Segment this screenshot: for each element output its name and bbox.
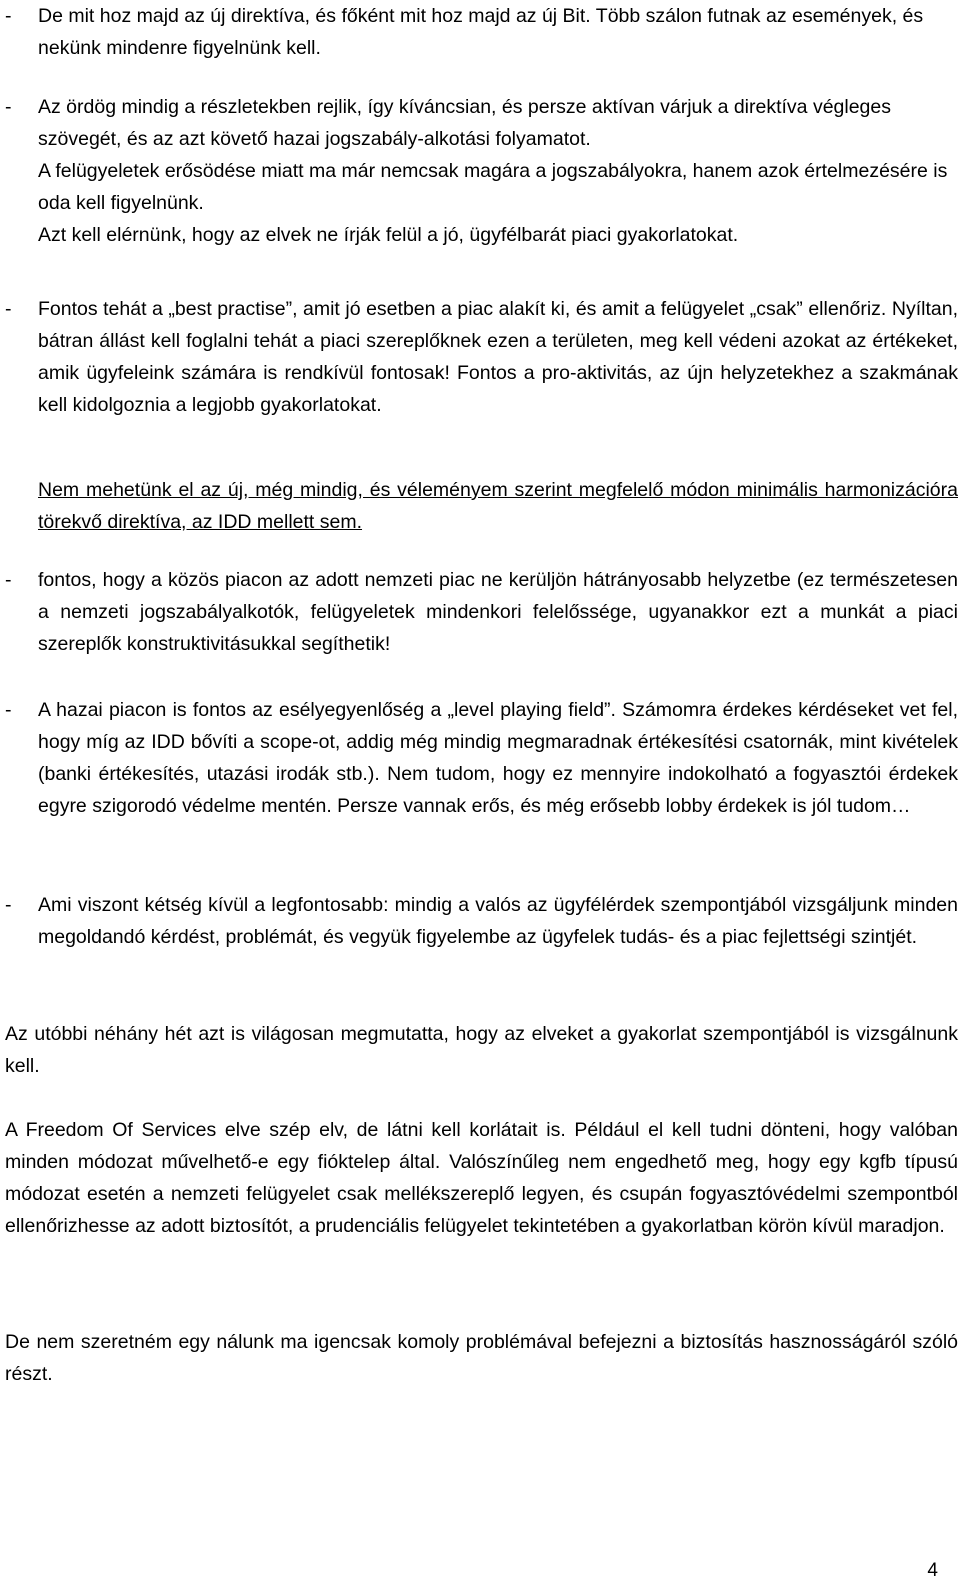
bullet-level-playing-field [0,694,958,822]
paragraph-closing [0,1326,958,1390]
paragraph-text: A felügyeletek erősödése miatt ma már nemcsak magára a jogszabályokra, hanem azok értelmezésére is oda kell figyelnünk. [38,160,948,214]
section-heading [0,474,958,538]
bullet-dash: - [5,894,12,916]
paragraph-text: Ami viszont kétség kívül a legfontosabb: mindig a valós az ügyfélérdek szempontjából vizsgáljunk minden megoldandó kérdést, problémát, és vegyük figyelembe az ügyfelek tudás- és a piac fejlettségi szintjét. [38,894,958,948]
bullet-details [0,91,958,251]
paragraph-text: De mit hoz majd az új direktíva, és főként mit hoz majd az új Bit. Több szálon futnak az események, és nekünk mindenre figyelnünk kell. [38,5,924,59]
paragraph-text: De nem szeretném egy nálunk ma igencsak komoly problémával befejezni a biztosítás hasznosságáról szóló részt. [5,1331,958,1385]
paragraph-recent-weeks [0,1018,958,1082]
bullet-common-market [0,564,958,660]
paragraph-text: Az ördög mindig a részletekben rejlik, így kíváncsian, és persze aktívan várjuk a direktíva végleges szövegét, és az azt követő hazai jogszabály-alkotási folyamatot. [38,96,892,150]
heading-text: Nem mehetünk el az új, még mindig, és véleményem szerint megfelelő módon minimális harmonizációra törekvő direktíva, az IDD mellett sem. [38,479,958,533]
paragraph-text: Fontos tehát a „best practise”, amit jó esetben a piac alakít ki, és amit a felügyelet „csak” ellenőriz. Nyíltan, bátran állást kell foglalni tehát a piaci szereplőknek ezen a területen, meg kell védeni azokat az értékeket, amik ügyfeleink számára is rendkívül fontosak! Fontos a pro-aktivitás, az újn helyzetekhez a szakmának kell kidolgoznia a legjobb gyakorlatokat. [38,298,958,416]
paragraph-freedom-of-services [0,1114,958,1242]
bullet-dash: - [5,569,12,591]
bullet-client-interest [0,889,958,953]
paragraph-text: Azt kell elérnünk, hogy az elvek ne írják felül a jó, ügyfélbarát piaci gyakorlatokat. [38,224,739,246]
page-number: 4 [927,1560,938,1581]
paragraph-text: A Freedom Of Services elve szép elv, de látni kell korlátait is. Például el kell tudni dönteni, hogy valóban minden módozat művelhető-e egy fióktelep által. Valószínűleg nem engedhető meg, hogy egy kgfb típusú módozat esetén a nemzeti felügyelet csak mellékszereplő legyen, és csupán fogyasztóvédelmi szempontból ellenőrizhesse az adott biztosítót, a prudenciális felügyelet tekintetében a gyakorlatban körön kívül maradjon. [5,1119,958,1237]
bullet-best-practise [0,293,958,421]
bullet-dash: - [5,298,12,320]
bullet-dash: - [5,96,12,118]
paragraph-text: Az utóbbi néhány hét azt is világosan megmutatta, hogy az elveket a gyakorlat szempontjából is vizsgálnunk kell. [5,1023,958,1077]
bullet-new-directive [0,0,958,64]
bullet-dash: - [5,5,12,27]
paragraph-text: fontos, hogy a közös piacon az adott nemzeti piac ne kerüljön hátrányosabb helyzetbe (ez természetesen a nemzeti jogszabályalkotók, felügyeletek mindenkori felelőssége, ugyanakkor ezt a munkát a piaci szereplők konstruktivitásukkal segíthetik! [38,569,958,655]
paragraph-text: A hazai piacon is fontos az esélyegyenlőség a „level playing field”. Számomra érdekes kérdéseket vet fel, hogy míg az IDD bővíti a scope-ot, addig még mindig megmaradnak értékesítési csatornák, mint kivételek (banki értékesítés, utazási irodák stb.). Nem tudom, hogy ez mennyire indokolható a fogyasztói érdekek egyre szigorodó védelme mentén. Persze vannak erős, és még erősebb lobby érdekek is jól tudom… [38,699,958,817]
bullet-dash: - [5,699,12,721]
